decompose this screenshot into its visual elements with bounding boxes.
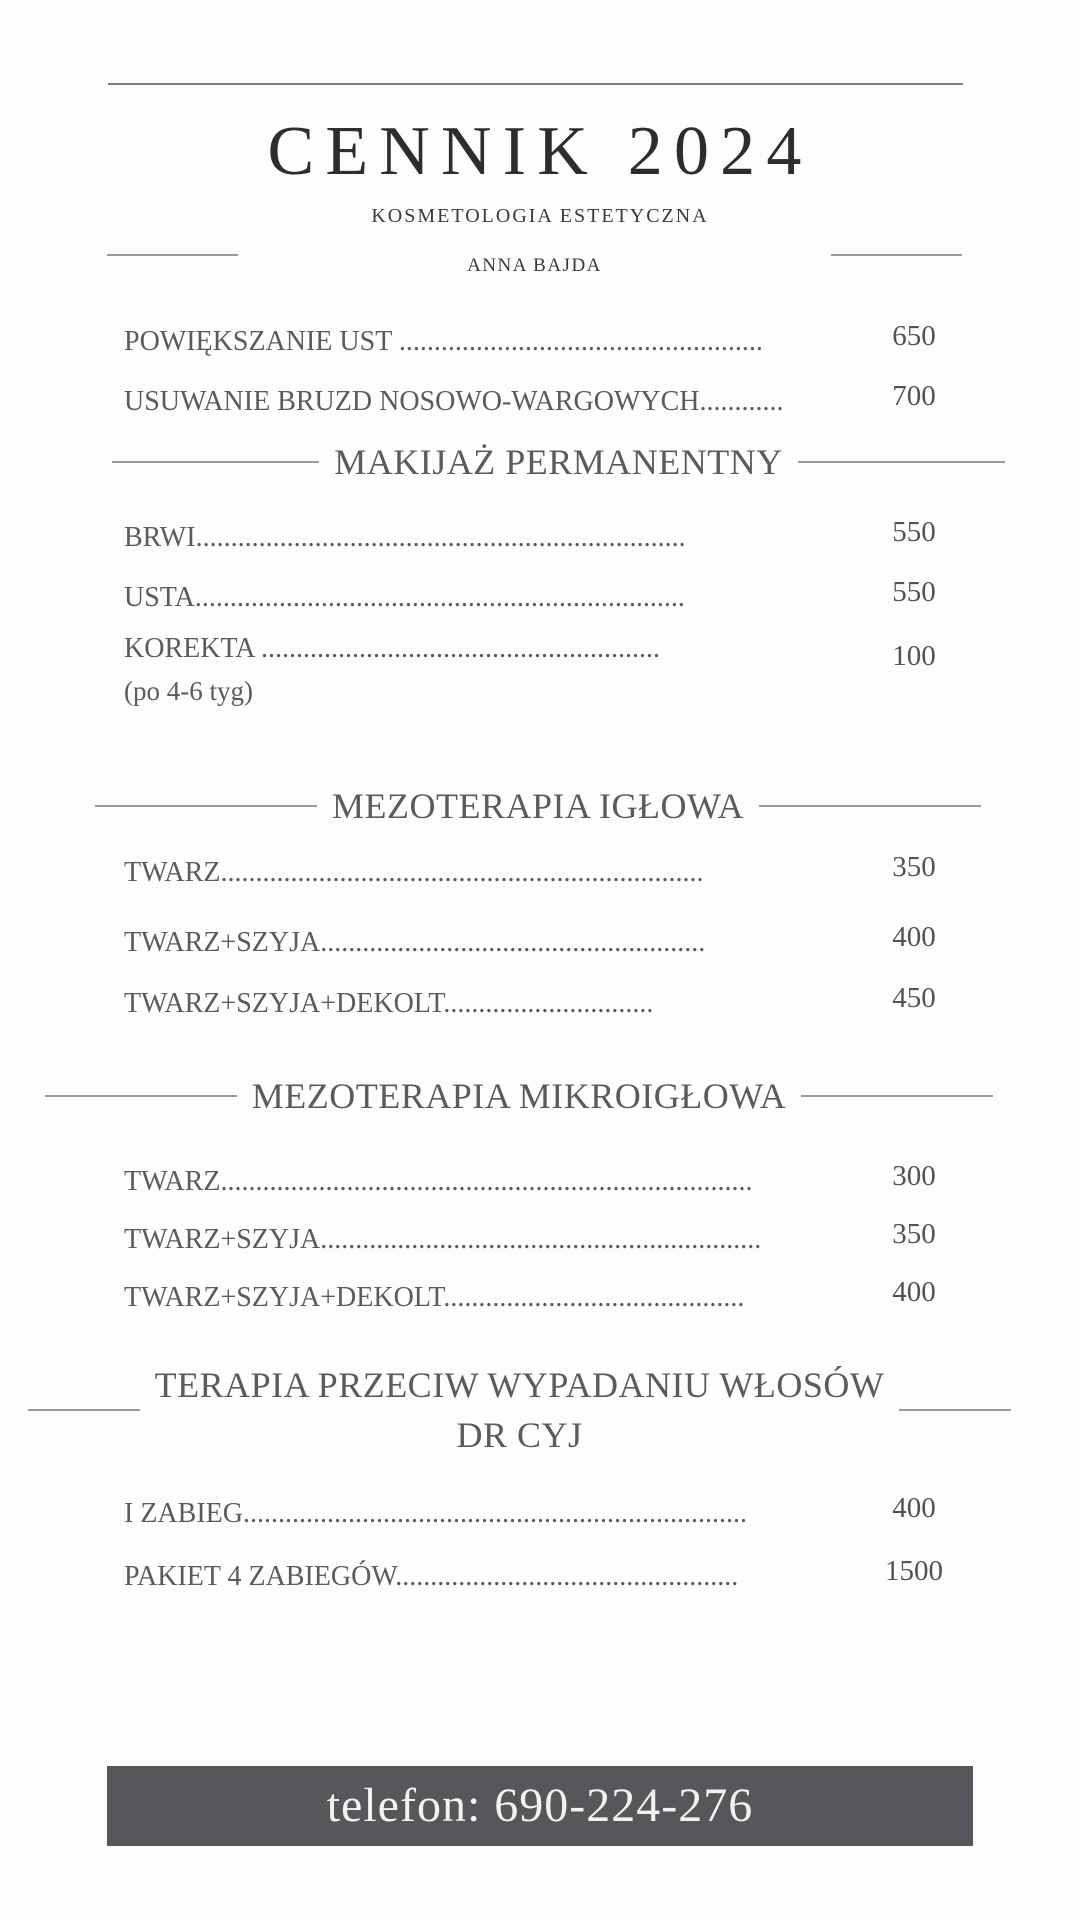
service-price: 400 [892, 1492, 936, 1524]
divider-line [801, 1095, 993, 1097]
service-label: BRWI...................................................................... [124, 522, 686, 553]
price-row [124, 1494, 970, 1534]
price-row [124, 1557, 970, 1597]
dot-leader: ................................................. [395, 1561, 739, 1592]
service-price: 350 [892, 1218, 936, 1250]
service-label: POWIĘKSZANIE UST .................................................... [124, 326, 763, 357]
divider-line [759, 805, 981, 807]
service-label: PAKIET 4 ZABIEGÓW................................................. [124, 1561, 739, 1592]
service-label: TWARZ+SZYJA+DEKOLT........................................... [124, 1282, 745, 1313]
divider-line [112, 461, 319, 463]
dot-leader: ............................................................... [320, 1224, 762, 1255]
service-note: (po 4-6 tyg) [124, 676, 253, 706]
price-row [124, 984, 970, 1024]
price-row [124, 628, 970, 712]
byline: ANNA BAJDA [467, 255, 602, 276]
divider-line [45, 1095, 237, 1097]
price-row [124, 923, 970, 963]
dot-leader: ....................................................... [320, 927, 706, 958]
service-price: 400 [892, 921, 936, 953]
service-label: USUWANIE BRUZD NOSOWO-WARGOWYCH............ [124, 386, 784, 417]
service-label: TWARZ+SZYJA+DEKOLT.............................. [124, 988, 654, 1019]
service-label: USTA...................................................................... [124, 582, 685, 613]
service-price: 400 [892, 1276, 936, 1308]
service-price: 550 [892, 516, 936, 548]
price-row [124, 578, 970, 618]
section-header-mezoterapia-iglowa [95, 784, 981, 828]
page-title: CENNIK 2024 [267, 113, 813, 190]
service-label: KOREKTA ......................................................... (po 4-6 tyg) [124, 628, 858, 712]
divider-line [28, 1409, 140, 1411]
byline-row [107, 246, 962, 286]
price-row [124, 322, 970, 362]
section-title: MEZOTERAPIA IGŁOWA [332, 786, 744, 826]
price-row [124, 1220, 970, 1260]
dot-leader: ............ [699, 386, 784, 417]
dot-leader: ........................................................................ [242, 1498, 747, 1529]
top-divider-line [108, 83, 963, 85]
price-row [124, 382, 970, 422]
dot-leader: ............................................................................ [220, 1166, 753, 1197]
service-price: 100 [892, 640, 936, 672]
dot-leader: ...................................................................... [194, 582, 685, 613]
service-price: 300 [892, 1160, 936, 1192]
section-title: MEZOTERAPIA MIKROIGŁOWA [251, 1076, 787, 1116]
footer-bar [107, 1766, 973, 1846]
divider-line [831, 254, 962, 256]
divider-line [107, 254, 238, 256]
dot-leader: ..................................................................... [220, 857, 704, 888]
price-row [124, 853, 970, 893]
dot-leader: ........................................... [443, 1282, 745, 1313]
divider-line [95, 805, 317, 807]
dot-leader: .............................. [443, 988, 654, 1019]
section-header-makijaz-permanentny [112, 440, 1005, 484]
section-title: MAKIJAŻ PERMANENTNY [334, 442, 783, 482]
service-price: 350 [892, 851, 936, 883]
service-price: 700 [892, 380, 936, 412]
price-row [124, 1162, 970, 1202]
service-label: I ZABIEG........................................................................ [124, 1498, 747, 1529]
service-price: 1500 [885, 1555, 943, 1587]
dot-leader: ......................................................... [253, 633, 660, 664]
service-label: TWARZ............................................................................ [124, 1166, 753, 1197]
section-header-mezoterapia-mikroiglowa [45, 1074, 993, 1118]
phone-number: telefon: 690-224-276 [326, 1779, 754, 1832]
dot-leader: ...................................................................... [195, 522, 686, 553]
service-price: 450 [892, 982, 936, 1014]
section-header-terapia-dr-cyj [28, 1360, 1011, 1460]
service-price: 550 [892, 576, 936, 608]
divider-line [899, 1409, 1011, 1411]
divider-line [798, 461, 1005, 463]
service-label: TWARZ+SZYJA....................................................... [124, 927, 706, 958]
dot-leader: .................................................... [391, 326, 763, 357]
service-label: TWARZ..................................................................... [124, 857, 704, 888]
service-label: TWARZ+SZYJA............................................................... [124, 1224, 762, 1255]
page-subtitle: KOSMETOLOGIA ESTETYCZNA [371, 205, 709, 227]
section-subtitle: DR CYJ [456, 1415, 583, 1455]
price-row [124, 1278, 970, 1318]
service-price: 650 [892, 320, 936, 352]
section-title: TERAPIA PRZECIW WYPADANIU WŁOSÓW DR CYJ [154, 1365, 885, 1455]
price-row [124, 518, 970, 558]
